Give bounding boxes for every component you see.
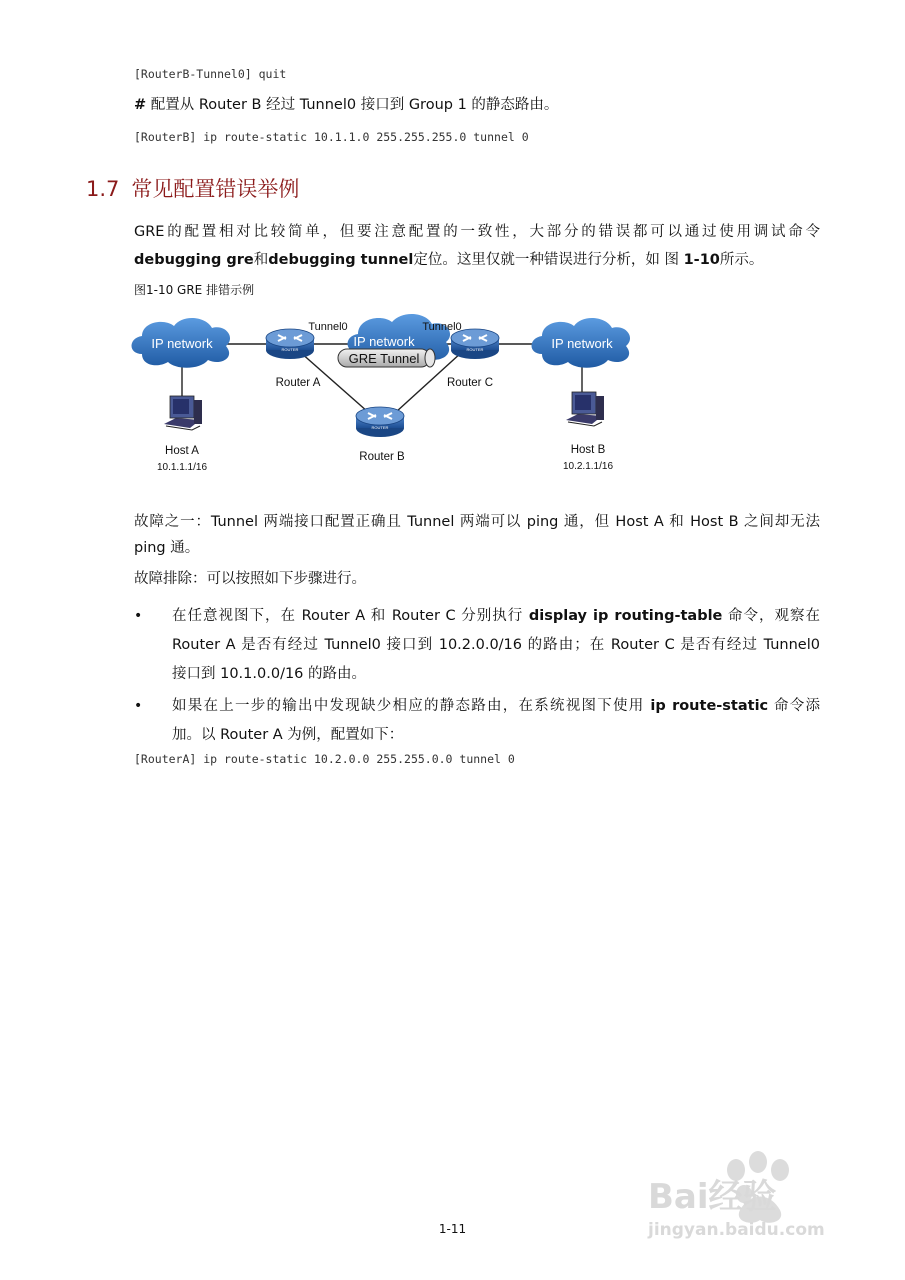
router-a-badge: ROUTER [281, 347, 299, 352]
figure-caption: 图1-10 GRE 排错示例 [134, 283, 255, 297]
router-a-icon [266, 329, 314, 359]
host-b-computer-icon [566, 392, 604, 426]
tunnel0-right-label: Tunnel0 [422, 321, 462, 333]
tunnel0-left-label: Tunnel0 [308, 321, 348, 333]
router-c-badge: ROUTER [466, 347, 484, 352]
intro-line-1: GRE的配置相对比较简单，但要注意配置的一致性，大部分的错误都可以通过使用调试命令 [134, 224, 820, 240]
bullet2-pre: 如果在上一步的输出中发现缺少相应的静态路由，在系统视图下使用 [172, 698, 651, 714]
router-b-badge: ROUTER [371, 425, 389, 430]
bullet1-post: 命令，观察在 [722, 608, 821, 624]
bullet-dot: • [134, 608, 143, 624]
host-b-ip: 10.2.1.1/16 [562, 461, 614, 472]
gre-network-diagram [120, 308, 650, 478]
gre-tunnel-tube [338, 349, 435, 367]
bullet1-line-3: 接口到 10.1.0.0/16 的路由。 [172, 666, 367, 682]
router-b-icon [356, 407, 404, 437]
section-heading [86, 173, 299, 203]
intro-line-2 [134, 248, 820, 276]
bullet1-line-2: Router A 是否有经过 Tunnel0 接口到 10.2.0.0/16 的路由；在 Router C 是否有经过 Tunnel0 [172, 637, 820, 653]
troubleshoot-intro: 故障排除：可以按照如下步骤进行。 [134, 571, 366, 587]
section-title: 常见配置错误举例 [131, 177, 300, 201]
section-number: 1.7 [86, 177, 120, 201]
ip-network-mid-label: IP network [353, 334, 415, 349]
intro-and: 和 [253, 252, 269, 268]
intro-cmd-debugging-gre: debugging gre [134, 252, 254, 268]
fault-line-2: ping 通。 [134, 540, 200, 556]
gre-tunnel-label: GRE Tunnel [348, 351, 420, 366]
fault-description [134, 511, 820, 563]
intro-line-2-end: 所示。 [719, 252, 764, 268]
ip-network-right-label: IP network [551, 336, 613, 351]
host-a-computer-icon [164, 396, 202, 430]
bullet1-pre: 在任意视图下，在 Router A 和 Router C 分别执行 [172, 608, 529, 624]
ip-network-left-cloud [132, 318, 231, 368]
watermark-brand: Bai经验 [648, 1177, 777, 1217]
router-b-label: Router B [359, 451, 405, 463]
step-text: 配置从 Router B 经过 Tunnel0 接口到 Group 1 的静态路由。 [146, 97, 559, 113]
ip-network-left-label: IP network [151, 336, 213, 351]
intro-figure-ref: 1-10 [683, 252, 720, 268]
router-c-label: Router C [446, 377, 494, 389]
code-line-quit: [RouterB-Tunnel0] quit [134, 67, 287, 81]
host-b-label: Host B [570, 444, 606, 456]
intro-line-2-rest: 定位。这里仅就一种错误进行分析，如 图 [413, 252, 684, 268]
router-a-label: Router A [275, 377, 321, 389]
intro-paragraph [134, 220, 820, 276]
bullet2-post: 命令添 [768, 698, 821, 714]
step-description [134, 94, 558, 116]
cmd-display-ip-routing-table: display ip routing-table [528, 608, 723, 624]
code-line-routera-static: [RouterA] ip route-static 10.2.0.0 255.255.0.0 tunnel 0 [134, 752, 515, 766]
ip-network-right-cloud [532, 318, 631, 368]
watermark-url: jingyan.baidu.com [648, 1220, 825, 1240]
code-line-routerb-static: [RouterB] ip route-static 10.1.1.0 255.255.255.0 tunnel 0 [134, 130, 529, 144]
bullet2-line-1 [172, 695, 820, 724]
fault-line-1: 故障之一：Tunnel 两端接口配置正确且 Tunnel 两端可以 ping 通，但 Host A 和 Host B 之间却无法 [134, 514, 820, 530]
intro-cmd-debugging-tunnel: debugging tunnel [268, 252, 414, 268]
host-a-label: Host A [165, 445, 199, 457]
bullet1-line-1 [172, 605, 820, 634]
cmd-ip-route-static: ip route-static [650, 698, 769, 714]
bullet2-line-2: 加。以 Router A 为例，配置如下： [172, 727, 404, 743]
bullet-dot: • [134, 698, 143, 714]
step-hash: # [134, 97, 147, 113]
router-c-icon [451, 329, 499, 359]
host-a-ip: 10.1.1.1/16 [156, 462, 208, 473]
page-number: 1-11 [438, 1222, 467, 1236]
